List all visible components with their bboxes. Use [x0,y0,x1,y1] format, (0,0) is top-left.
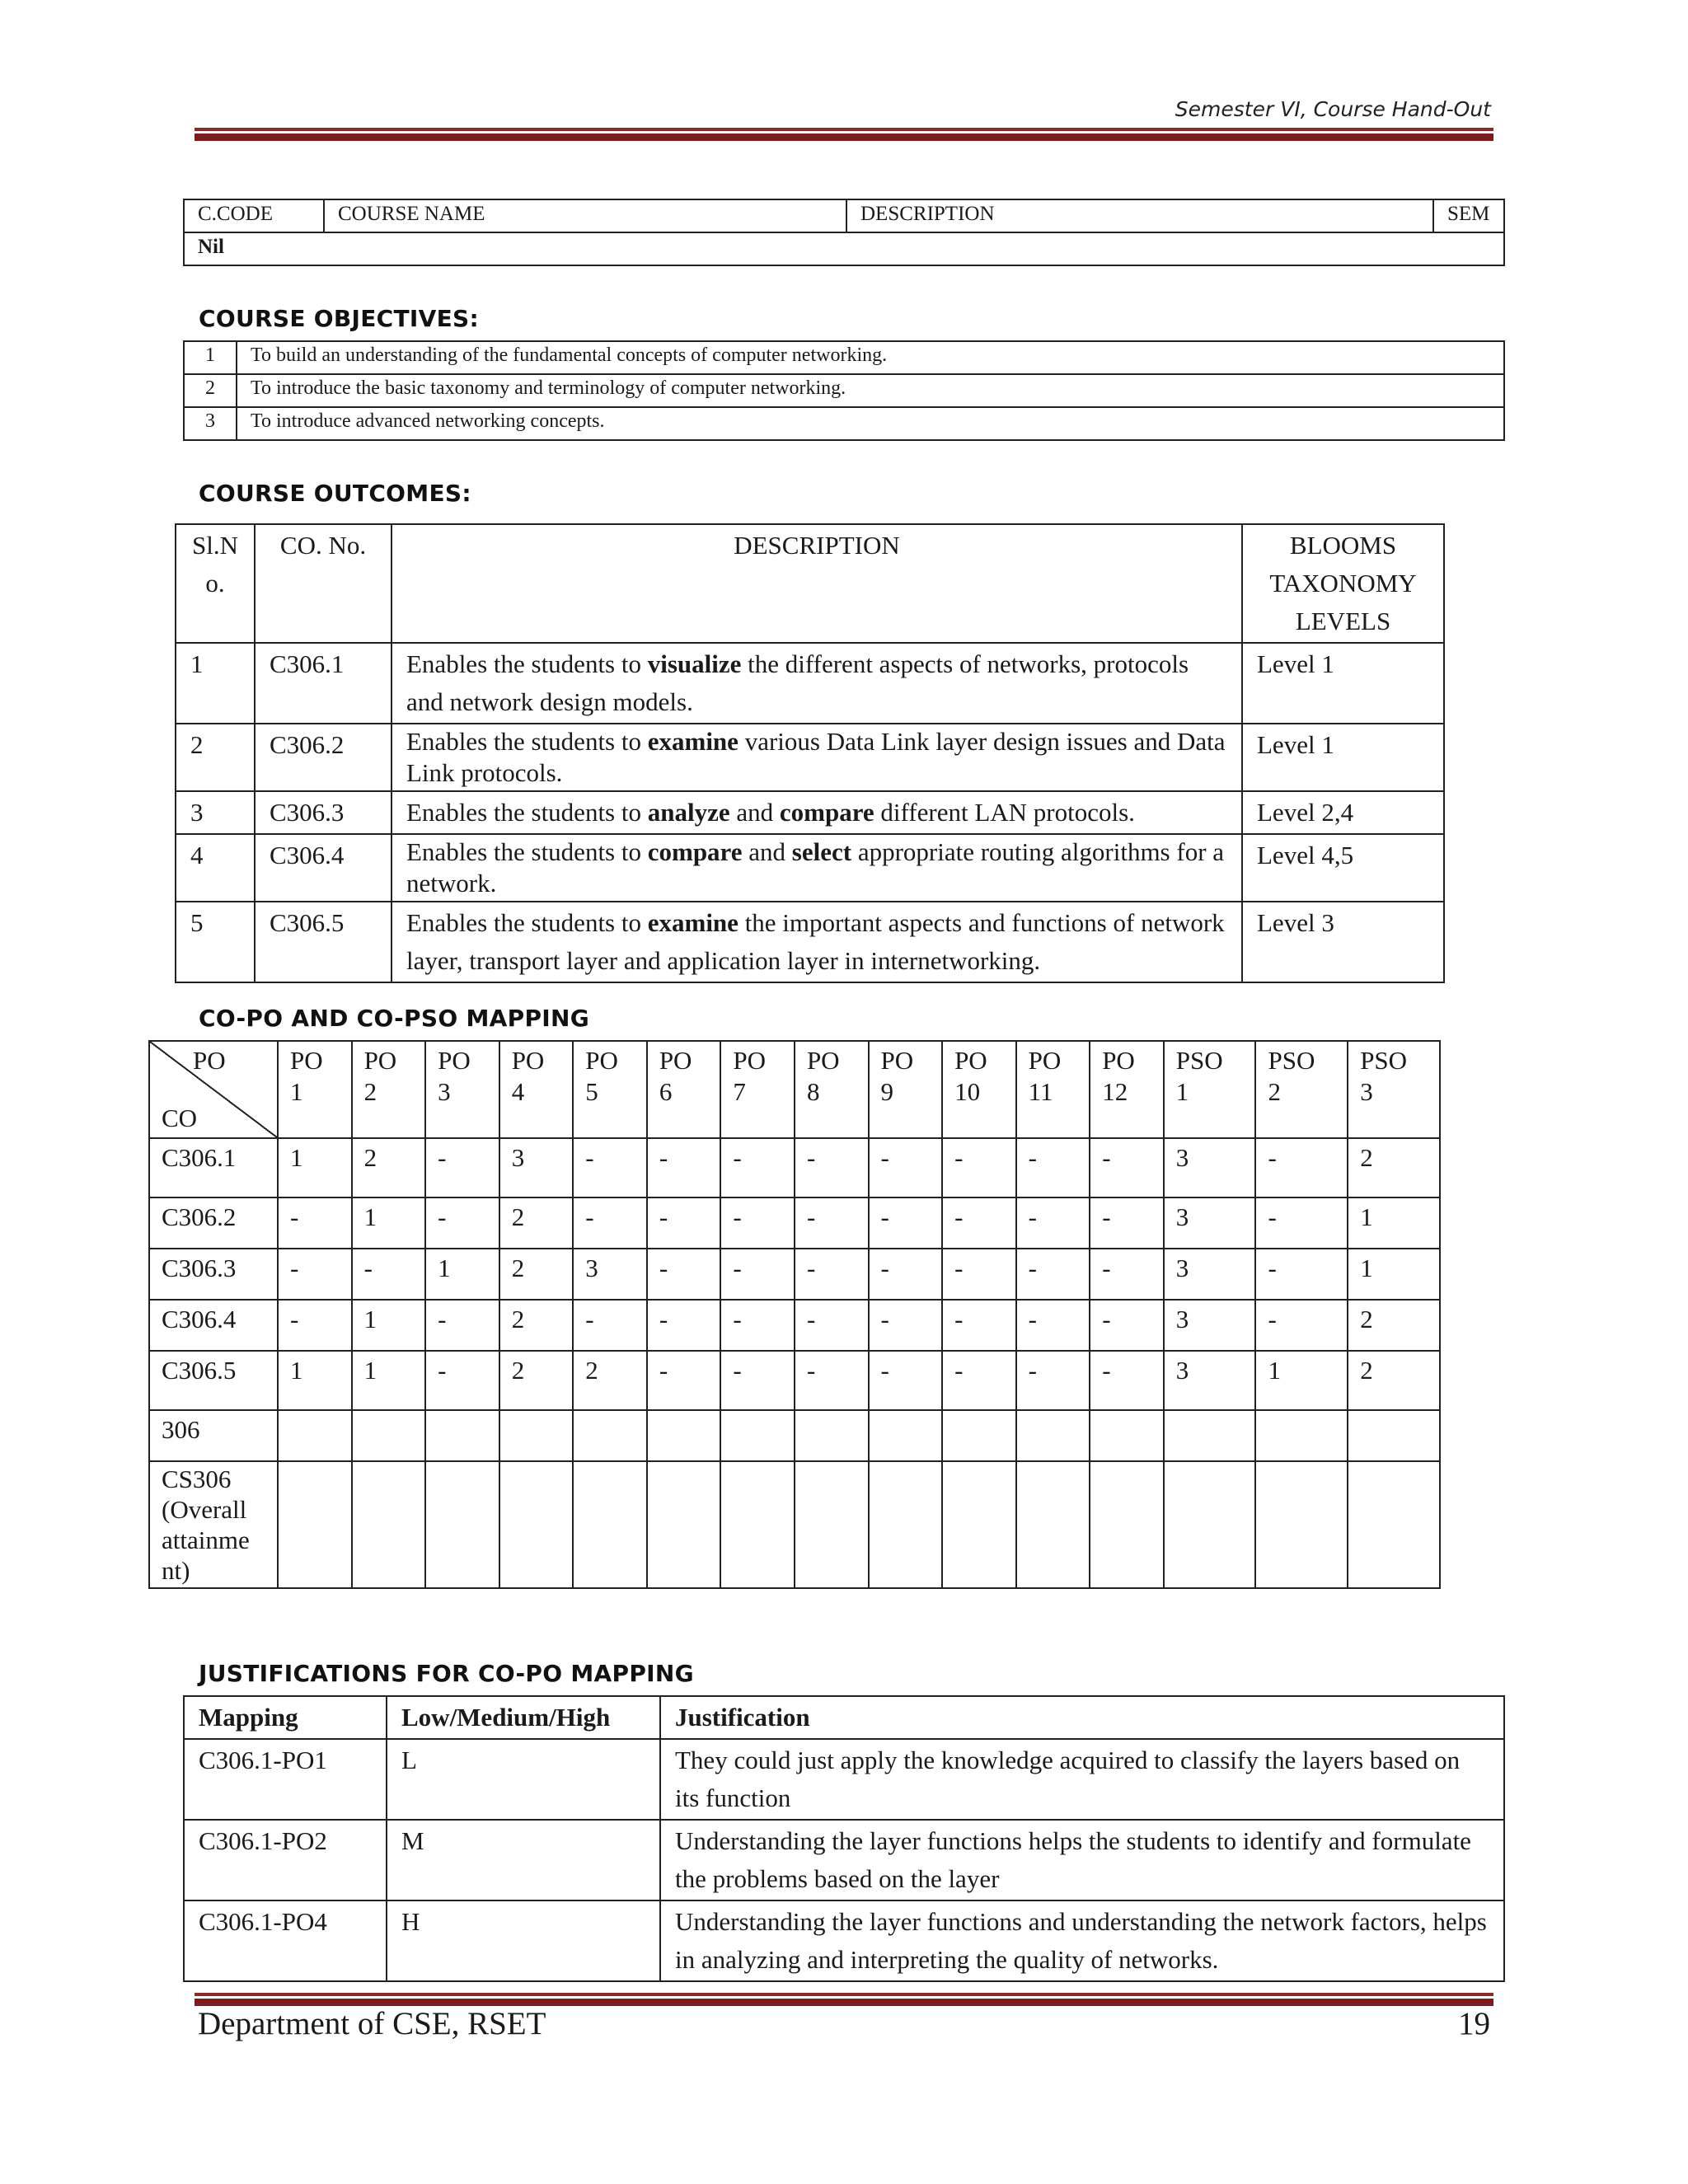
col-header-level: Low/Medium/High [387,1696,660,1739]
table-row [149,1197,1440,1249]
mapping-cell: 2 [573,1351,647,1410]
table-row [149,1300,1440,1351]
mapping-cell: 2 [1348,1138,1440,1197]
mapping-cell: - [352,1249,426,1300]
mapping-col-header: PO 6 [647,1041,721,1138]
mapping-col-header: PO 1 [278,1041,352,1138]
mapping-cell [352,1461,426,1588]
table-row [176,643,1444,724]
mapping-cell: - [869,1138,943,1197]
outcome-sl: 4 [176,834,255,902]
table-row [149,1461,1440,1588]
justification-text: Understanding the layer functions helps the students to identify and formulate the problems based on the layer [660,1820,1504,1900]
table-row [149,1410,1440,1461]
outcome-sl: 2 [176,724,255,791]
table-row [184,1900,1504,1981]
col-header-justification: Justification [660,1696,1504,1739]
mapping-cell: - [647,1300,721,1351]
mapping-cell: - [1016,1197,1090,1249]
mapping-cell: - [1090,1351,1164,1410]
outcome-co: C306.1 [255,643,392,724]
mapping-cell: - [720,1351,795,1410]
mapping-cell: - [1090,1138,1164,1197]
mapping-cell: - [1016,1138,1090,1197]
mapping-cell: - [1255,1249,1348,1300]
mapping-col-header: PO 2 [352,1041,426,1138]
mapping-cell: - [278,1197,352,1249]
mapping-cell: 1 [352,1351,426,1410]
outcomes-table [175,523,1445,983]
mapping-cell: 1 [425,1249,499,1300]
outcome-level: Level 1 [1242,724,1444,791]
objective-num: 3 [184,407,237,440]
mapping-cell: - [869,1351,943,1410]
mapping-col-header: PO 12 [1090,1041,1164,1138]
mapping-cell: - [795,1300,869,1351]
mapping-cell: - [1090,1300,1164,1351]
mapping-cell: 3 [1164,1197,1256,1249]
justification-text: Understanding the layer functions and understanding the network factors, helps in analyzing and interpreting the quality of networks. [660,1900,1504,1981]
mapping-cell: - [869,1300,943,1351]
mapping-cell [573,1410,647,1461]
mapping-cell [499,1461,574,1588]
justifications-table [183,1695,1505,1982]
objectives-title: COURSE OBJECTIVES: [199,305,480,332]
mapping-co-label: CS306 (Overall attainme nt) [149,1461,278,1588]
outcome-level: Level 4,5 [1242,834,1444,902]
mapping-cell [647,1410,721,1461]
mapping-cell: 1 [278,1351,352,1410]
justification-mapping: C306.1-PO4 [184,1900,387,1981]
mapping-cell: - [425,1351,499,1410]
col-header-sem: SEM [1433,199,1504,232]
co-po-mapping-table [148,1040,1441,1589]
mapping-col-header: PO 7 [720,1041,795,1138]
objectives-table [183,340,1505,441]
mapping-co-label: 306 [149,1410,278,1461]
mapping-cell: - [1016,1351,1090,1410]
objective-num: 1 [184,341,237,374]
table-row [184,1739,1504,1820]
table-row [176,834,1444,902]
mapping-co-label: C306.5 [149,1351,278,1410]
mapping-cell: - [425,1138,499,1197]
page-number: 19 [1458,2006,1490,2041]
mapping-cell: - [942,1351,1016,1410]
mapping-cell: - [573,1197,647,1249]
col-header-description: DESCRIPTION [392,524,1242,643]
mapping-cell: - [720,1249,795,1300]
outcome-sl: 5 [176,902,255,982]
table-row [184,407,1504,440]
mapping-col-header: PO 3 [425,1041,499,1138]
outcome-co: C306.5 [255,902,392,982]
mapping-cell: 2 [499,1197,574,1249]
outcome-level: Level 3 [1242,902,1444,982]
mapping-col-header: PO 8 [795,1041,869,1138]
mapping-col-header: PO 11 [1016,1041,1090,1138]
mapping-cell: - [720,1138,795,1197]
mapping-cell: - [795,1249,869,1300]
outcome-sl: 1 [176,643,255,724]
mapping-cell [499,1410,574,1461]
mapping-cell: - [1255,1197,1348,1249]
mapping-cell: - [647,1197,721,1249]
outcome-description: Enables the students to compare and select appropriate routing algorithms for a network. [392,834,1242,902]
mapping-cell: - [573,1138,647,1197]
table-row [184,341,1504,374]
mapping-cell: - [1090,1197,1164,1249]
mapping-cell [795,1461,869,1588]
mapping-cell: 3 [1164,1351,1256,1410]
mapping-col-header: PSO 1 [1164,1041,1256,1138]
mapping-col-header: PSO 2 [1255,1041,1348,1138]
outcome-level: Level 1 [1242,643,1444,724]
mapping-cell: 2 [1348,1300,1440,1351]
footer-rule [195,1993,1493,2006]
mapping-co-label: C306.2 [149,1197,278,1249]
col-header-description: DESCRIPTION [846,199,1433,232]
mapping-cell [1016,1461,1090,1588]
mapping-col-header: PO 4 [499,1041,574,1138]
outcome-description: Enables the students to examine the important aspects and functions of network layer, transport layer and application layer in internetworking. [392,902,1242,982]
justification-mapping: C306.1-PO1 [184,1739,387,1820]
mapping-cell [352,1410,426,1461]
mapping-cell: 1 [352,1300,426,1351]
mapping-cell: 2 [499,1249,574,1300]
table-row [176,902,1444,982]
prerequisite-value: Nil [184,232,1504,265]
mapping-cell [278,1410,352,1461]
mapping-cell: - [1016,1300,1090,1351]
mapping-cell [278,1461,352,1588]
mapping-cell: 2 [499,1351,574,1410]
mapping-cell [869,1410,943,1461]
mapping-col-header: PO 10 [942,1041,1016,1138]
justification-level: M [387,1820,660,1900]
table-row [176,791,1444,834]
objective-text: To build an understanding of the fundamental concepts of computer networking. [237,341,1504,374]
mapping-cell: - [720,1300,795,1351]
col-header-blooms: BLOOMS TAXONOMY LEVELS [1242,524,1444,643]
mapping-cell: - [942,1197,1016,1249]
mapping-cell: - [942,1300,1016,1351]
justification-mapping: C306.1-PO2 [184,1820,387,1900]
outcomes-title: COURSE OUTCOMES: [199,480,471,507]
mapping-cell: 1 [352,1197,426,1249]
mapping-cell: - [1090,1249,1164,1300]
justification-level: L [387,1739,660,1820]
mapping-cell: 2 [1348,1351,1440,1410]
mapping-col-header: PO 5 [573,1041,647,1138]
outcome-description: Enables the students to visualize the different aspects of networks, protocols and network design models. [392,643,1242,724]
mapping-cell: - [647,1351,721,1410]
mapping-cell: - [573,1300,647,1351]
mapping-col-header: PO 9 [869,1041,943,1138]
outcome-level: Level 2,4 [1242,791,1444,834]
mapping-cell [1164,1461,1256,1588]
mapping-cell: - [1016,1249,1090,1300]
objective-text: To introduce advanced networking concepts. [237,407,1504,440]
mapping-cell: - [425,1197,499,1249]
mapping-cell: 1 [1255,1351,1348,1410]
prerequisite-table [183,199,1505,266]
outcome-co: C306.4 [255,834,392,902]
outcome-sl: 3 [176,791,255,834]
mapping-cell: 3 [1164,1138,1256,1197]
mapping-cell [425,1410,499,1461]
col-header-slno: Sl.N o. [176,524,255,643]
mapping-cell: 2 [352,1138,426,1197]
mapping-cell [1090,1461,1164,1588]
col-header-course-name: COURSE NAME [324,199,846,232]
outcome-description: Enables the students to analyze and compare different LAN protocols. [392,791,1242,834]
mapping-cell [1255,1410,1348,1461]
mapping-title: CO-PO AND CO-PSO MAPPING [199,1005,589,1032]
mapping-cell: - [942,1249,1016,1300]
page-header-title: Semester VI, Course Hand-Out [1175,97,1491,121]
mapping-cell: - [278,1300,352,1351]
mapping-cell: 1 [1348,1249,1440,1300]
mapping-cell [795,1410,869,1461]
table-row [149,1249,1440,1300]
table-row [184,1820,1504,1900]
mapping-cell [1348,1461,1440,1588]
mapping-cell: 1 [278,1138,352,1197]
mapping-cell: - [942,1138,1016,1197]
mapping-cell [1016,1410,1090,1461]
footer-department: Department of CSE, RSET [198,2006,546,2041]
mapping-cell [1348,1410,1440,1461]
mapping-cell: 3 [573,1249,647,1300]
outcome-co: C306.2 [255,724,392,791]
header-rule [195,128,1493,141]
mapping-cell: 2 [499,1300,574,1351]
mapping-cell: - [647,1249,721,1300]
outcome-co: C306.3 [255,791,392,834]
mapping-cell: - [647,1138,721,1197]
mapping-corner-cell [149,1041,278,1138]
mapping-co-label: C306.4 [149,1300,278,1351]
mapping-cell [869,1461,943,1588]
mapping-cell: - [720,1197,795,1249]
mapping-cell: - [869,1197,943,1249]
justification-level: H [387,1900,660,1981]
corner-po-label: PO [193,1046,226,1075]
objective-text: To introduce the basic taxonomy and terminology of computer networking. [237,374,1504,407]
mapping-cell: - [1255,1300,1348,1351]
mapping-co-label: C306.1 [149,1138,278,1197]
mapping-cell [942,1410,1016,1461]
table-row [184,374,1504,407]
mapping-cell [720,1410,795,1461]
mapping-cell [573,1461,647,1588]
mapping-cell: - [795,1138,869,1197]
mapping-cell [1164,1410,1256,1461]
mapping-cell: 3 [1164,1300,1256,1351]
mapping-cell: - [278,1249,352,1300]
mapping-col-header: PSO 3 [1348,1041,1440,1138]
mapping-cell [425,1461,499,1588]
mapping-cell [1255,1461,1348,1588]
justification-text: They could just apply the knowledge acquired to classify the layers based on its function [660,1739,1504,1820]
mapping-cell: - [425,1300,499,1351]
mapping-cell [942,1461,1016,1588]
mapping-cell: - [795,1351,869,1410]
col-header-mapping: Mapping [184,1696,387,1739]
mapping-co-label: C306.3 [149,1249,278,1300]
mapping-cell: 1 [1348,1197,1440,1249]
mapping-cell: 3 [499,1138,574,1197]
mapping-cell [720,1461,795,1588]
mapping-cell: - [869,1249,943,1300]
corner-co-label: CO [162,1104,198,1132]
mapping-cell: - [1255,1138,1348,1197]
col-header-co-no: CO. No. [255,524,392,643]
table-row [149,1351,1440,1410]
table-row [149,1138,1440,1197]
justifications-title: JUSTIFICATIONS FOR CO-PO MAPPING [199,1660,694,1687]
col-header-ccode: C.CODE [184,199,324,232]
objective-num: 2 [184,374,237,407]
mapping-cell: - [795,1197,869,1249]
mapping-cell [647,1461,721,1588]
mapping-cell: 3 [1164,1249,1256,1300]
mapping-cell [1090,1410,1164,1461]
outcome-description: Enables the students to examine various Data Link layer design issues and Data Link protocols. [392,724,1242,791]
table-row [176,724,1444,791]
